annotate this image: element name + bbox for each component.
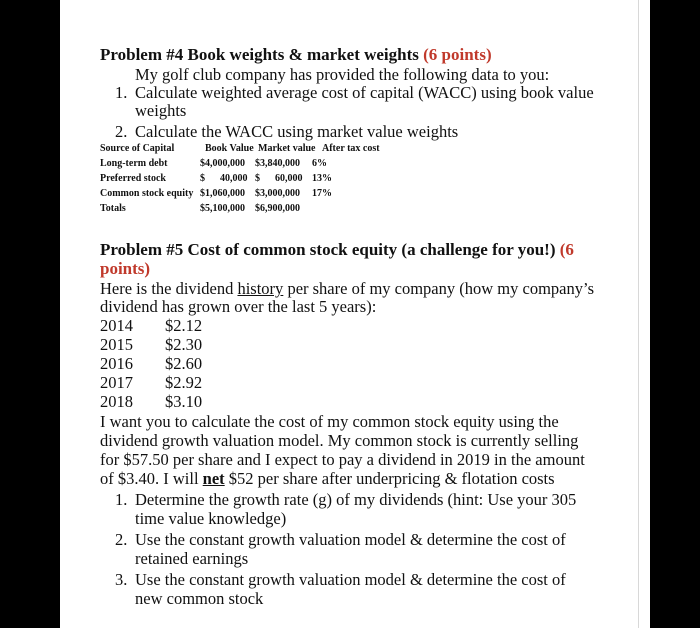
problem4-item2-number: 2. xyxy=(115,122,128,141)
table-cell: 6% xyxy=(312,158,327,169)
problem4-item1-line2: weights xyxy=(135,101,187,120)
table-header-market-value: Market value xyxy=(258,143,316,154)
table-row-label: Preferred stock xyxy=(100,173,166,184)
problem5-item1-line1: Determine the growth rate (g) of my dividends (hint: Use your 305 xyxy=(135,490,577,509)
problem5-intro-line1 xyxy=(100,279,594,299)
table-cell: $4,000,000 xyxy=(200,158,245,169)
dividend-amount: $3.10 xyxy=(165,392,203,411)
table-row-label: Totals xyxy=(100,203,126,214)
problem5-title xyxy=(100,240,574,260)
problem5-item2-number: 2. xyxy=(115,530,128,549)
problem5-item2-line2: retained earnings xyxy=(135,549,249,568)
dividend-year: 2016 xyxy=(100,354,133,373)
problem5-paragraph-line4 xyxy=(100,469,555,489)
problem5-item3-line2: new common stock xyxy=(135,589,264,608)
table-cell: $ 40,000 xyxy=(200,173,248,184)
problem4-item1-line1: Calculate weighted average cost of capital (WACC) using book value xyxy=(135,83,594,102)
problem5-points: (6 xyxy=(559,240,574,259)
table-cell: 13% xyxy=(312,173,332,184)
problem5-item1-line2: time value knowledge) xyxy=(135,509,287,528)
table-row-label: Common stock equity xyxy=(100,188,194,199)
problem4-title-text: Problem #4 Book weights & market weights xyxy=(100,45,419,64)
problem4-item1-number: 1. xyxy=(115,83,128,102)
problem5-paragraph-line1: I want you to calculate the cost of my common stock equity using the xyxy=(100,412,559,431)
para4-text-b: $52 per share after underpricing & flotation costs xyxy=(224,469,555,488)
dividend-year: 2017 xyxy=(100,373,133,392)
dividend-year: 2018 xyxy=(100,392,133,411)
dividend-year: 2015 xyxy=(100,335,133,354)
dividend-year: 2014 xyxy=(100,316,133,335)
table-cell: $ 60,000 xyxy=(255,173,303,184)
table-cell: $3,000,000 xyxy=(255,188,300,199)
problem5-paragraph-line2: dividend growth valuation model. My common stock is currently selling xyxy=(100,431,579,450)
problem5-item2-line1: Use the constant growth valuation model & determine the cost of xyxy=(135,530,566,549)
problem5-item1-number: 1. xyxy=(115,490,128,509)
problem5-paragraph-line3: for $57.50 per share and I expect to pay a dividend in 2019 in the amount xyxy=(100,450,585,469)
dividend-amount: $2.30 xyxy=(165,335,203,354)
table-row-label: Long-term debt xyxy=(100,158,168,169)
problem5-item3-line1: Use the constant growth valuation model & determine the cost of xyxy=(135,570,566,589)
table-cell: $1,060,000 xyxy=(200,188,245,199)
table-cell: $3,840,000 xyxy=(255,158,300,169)
table-header-after-tax-cost: After tax cost xyxy=(322,143,380,154)
table-cell: $6,900,000 xyxy=(255,203,300,214)
problem4-item2-line1: Calculate the WACC using market value weights xyxy=(135,122,459,141)
problem4-title xyxy=(100,45,492,65)
table-header-source: Source of Capital xyxy=(100,143,175,154)
page-edge xyxy=(638,0,650,628)
document-page xyxy=(60,0,638,628)
dividend-amount: $2.92 xyxy=(165,373,203,392)
intro-text-underlined: history xyxy=(237,279,284,298)
intro-text-a: Here is the dividend xyxy=(100,279,238,298)
para4-text-underlined: net xyxy=(202,469,225,488)
dividend-amount: $2.60 xyxy=(165,354,203,373)
problem4-intro: My golf club company has provided the following data to you: xyxy=(135,65,550,84)
problem4-points: (6 points) xyxy=(423,45,492,64)
problem5-title-text: Problem #5 Cost of common stock equity (a challenge for you!) xyxy=(100,240,556,259)
table-cell: $5,100,000 xyxy=(200,203,245,214)
problem5-intro-line2: dividend has grown over the last 5 years): xyxy=(100,297,377,316)
problem5-item3-number: 3. xyxy=(115,570,128,589)
intro-text-b: per share of my company (how my company’s xyxy=(283,279,594,298)
problem5-points-cont: points) xyxy=(100,259,151,278)
dividend-amount: $2.12 xyxy=(165,316,203,335)
para4-text-a: of $3.40. I will xyxy=(100,469,203,488)
table-header-book-value: Book Value xyxy=(205,143,254,154)
table-cell: 17% xyxy=(312,188,332,199)
